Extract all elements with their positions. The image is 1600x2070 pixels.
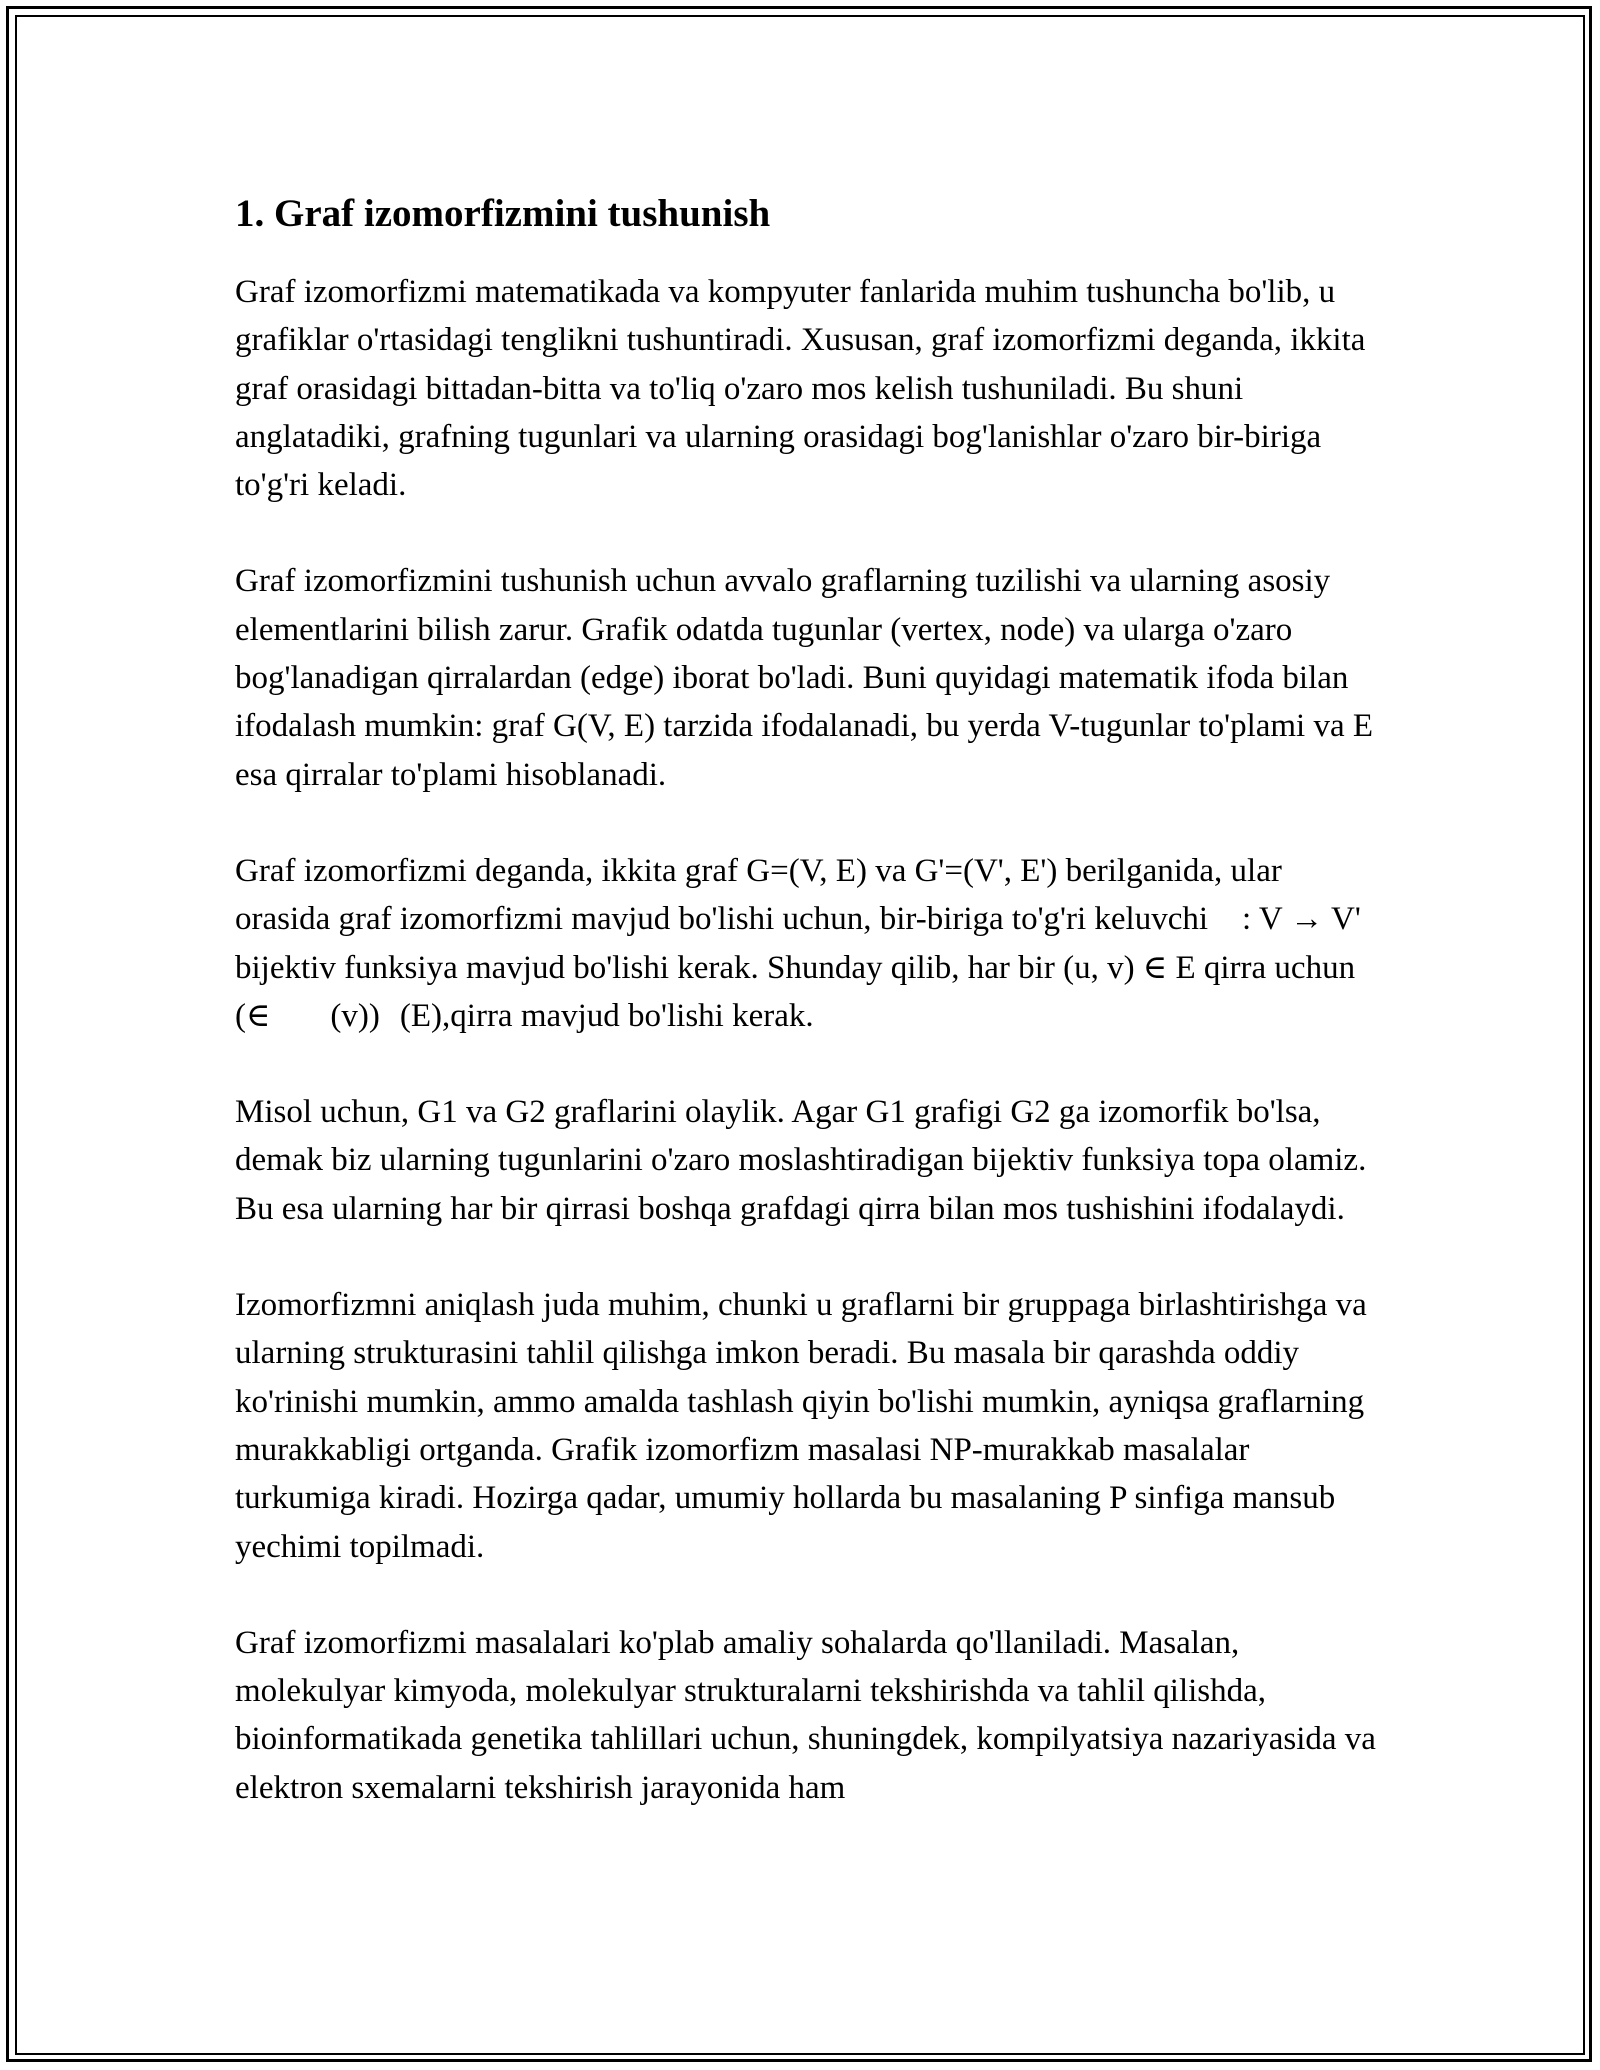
paragraph-5: Izomorfizmni aniqlash juda muhim, chunki u graflarni bir gruppaga birlashtirishga va ularning strukturasini tahlil qilishga imkon beradi. Bu masala bir qarashda oddiy ko'rinishi mumkin, ammo amalda tashlash qiyin bo'lishi mumkin, ayniqsa graflarning murakkabligi ortganda. Grafik izomorfizm masalasi NP-murakkab masalalar turkumiga kiradi. Hozirga qadar, umumiy hollarda bu masalaning P sinfiga mansub yechimi topilmadi. xyxy=(235,1287,1367,1565)
paragraph-3 xyxy=(235,847,1385,1040)
paragraph-6: Graf izomorfizmi masalalari ko'plab amaliy sohalarda qo'llaniladi. Masalan, molekulyar kimyoda, molekulyar strukturalarni tekshirishda va tahlil qilishda, bioinformatikada genetika tahlillari uchun, shuningdek, kompilyatsiya nazariyasida va elektron sxemalarni tekshirish jarayonida ham xyxy=(235,1624,1376,1806)
paragraph-4: Misol uchun, G1 va G2 graflarini olaylik. Agar G1 grafigi G2 ga izomorfik bo'lsa, demak biz ularning tugunlarini o'zaro moslashtiradigan bijektiv funksiya topa olamiz. Bu esa ularning har bir qirrasi boshqa grafdagi qirra bilan mos tushishini ifodalaydi. xyxy=(235,1094,1367,1227)
paragraph-3-part-5: qirra mavjud bo'lishi kerak. xyxy=(450,997,814,1034)
paragraph-3-part-4: (E), xyxy=(399,997,451,1034)
paragraph-3-part-3: (v)) xyxy=(330,997,380,1034)
document-body xyxy=(235,186,1385,1860)
paragraph-1: Graf izomorfizmi matematikada va kompyuter fanlarida muhim tushuncha bo'lib, u grafiklar o'rtasidagi tenglikni tushuntiradi. Xususan, graf izomorfizmi deganda, ikkita graf orasidagi bittadan-bitta va to'liq o'zaro mos kelish tushuniladi. Bu shuni anglatadiki, grafning tugunlari va ularning orasidagi bog'lanishlar o'zaro bir-biriga to'g'ri keladi. xyxy=(235,274,1366,504)
section-heading: 1. Graf izomorfizmini tushunish xyxy=(235,192,771,235)
paragraph-3-part-2: : V → V' bijektiv funksiya mavjud bo'lishi kerak. Shunday qilib, har bir (u, v) ∈ E qirra uchun (∈ xyxy=(235,901,1361,1034)
paragraph-2: Graf izomorfizmini tushunish uchun avvalo graflarning tuzilishi va ularning asosiy elementlarini bilish zarur. Grafik odatda tugunlar (vertex, node) va ularga o'zaro bog'lanadigan qirralardan (edge) iborat bo'ladi. Buni quyidagi matematik ifoda bilan ifodalash mumkin: graf G(V, E) tarzida ifodalanadi, bu yerda V-tugunlar to'plami va E esa qirralar to'plami hisoblanadi. xyxy=(235,563,1374,793)
paragraph-3-part-1: Graf izomorfizmi deganda, ikkita graf G=(V, E) va G'=(V', E') berilganida, ular orasida graf izomorfizmi mavjud bo'lishi uchun, bir-biriga to'g'ri keluvchi xyxy=(235,852,1282,938)
